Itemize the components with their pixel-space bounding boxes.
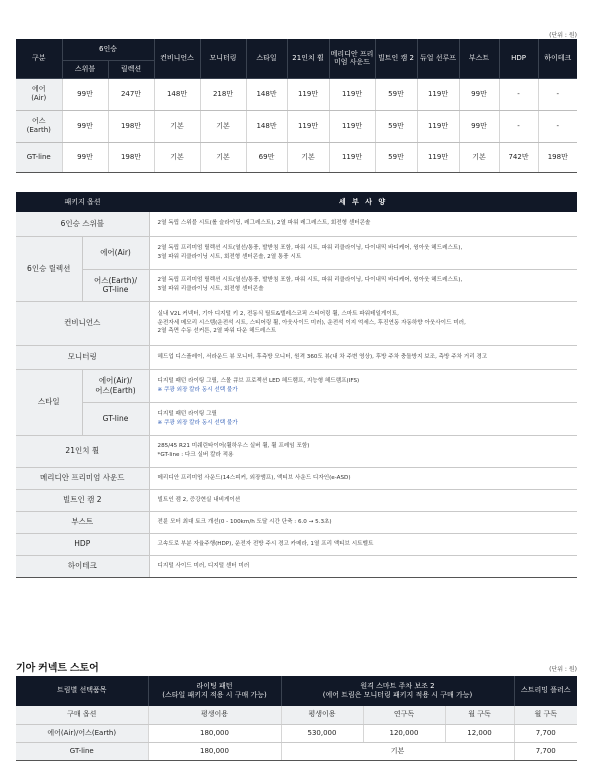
price-cell: - (538, 110, 577, 142)
trim-sublabel: 어스(Earth)/ GT-line (82, 269, 149, 301)
option-price-table (16, 39, 577, 173)
package-desc: 2열 독립 프리미엄 릴렉션 시트(열선/통풍, 발받침 포함, 파워 시트, 파워 리클라이닝, 다이내믹 바디케어, 윙아웃 헤드레스트), 3열 파워 리클라이닝 시트, 회전형 센터콘솔 (149, 269, 577, 301)
header-package: 패키지 옵션 (16, 192, 149, 212)
package-label: 컨비니언스 (16, 301, 149, 345)
price-cell: 742만 (499, 142, 538, 172)
trim-label: 에어 (Air) (16, 78, 62, 110)
header-style: 스타일 (246, 39, 287, 78)
package-label: 스타일 (16, 369, 82, 435)
header-swivel: 스위블 (62, 60, 108, 78)
price-cell: 180,000 (148, 742, 281, 760)
trim-label: GT-line (16, 142, 62, 172)
price-cell: 198만 (538, 142, 577, 172)
header-category: 구분 (16, 39, 62, 78)
style-desc-text: 디지털 패턴 라이팅 그릴, 스몰 큐브 프로젝션 LED 헤드램프, 지능형 헤드램프(IFS) (157, 377, 360, 384)
style-note: ※ 쿠광 외장 칼라 동시 선택 불가 (157, 386, 238, 393)
subheader-row (16, 706, 577, 724)
price-cell: 기본 (154, 110, 200, 142)
header-dual-sunroof: 듀얼 선루프 (417, 39, 459, 78)
price-cell: 기본 (154, 142, 200, 172)
price-cell: 148만 (246, 78, 287, 110)
price-cell: 198만 (108, 110, 154, 142)
price-cell: 148만 (246, 110, 287, 142)
price-cell: 기본 (200, 110, 246, 142)
header-6seat: 6인승 (62, 39, 154, 60)
package-desc: 빌트인 캠 2, 증강현실 내비게이션 (149, 489, 577, 511)
package-label: 모니터링 (16, 345, 149, 369)
trim-label: GT-line (16, 742, 148, 760)
package-label: 6인승 스위블 (16, 212, 149, 236)
trim-sublabel: 에어(Air)/ 어스(Earth) (82, 369, 149, 402)
price-cell: 119만 (329, 110, 375, 142)
header-detail: 세 부 사 양 (149, 192, 577, 212)
style-note: ※ 쿠광 외장 칼라 동시 선택 불가 (157, 419, 238, 426)
unit-note: (단위 : 원) (549, 32, 577, 39)
table-row (16, 212, 577, 236)
price-cell: 99만 (62, 142, 108, 172)
header-streaming: 스트리밍 플러스 (514, 676, 577, 706)
header-recliner: 릴렉션 (108, 60, 154, 78)
table-row (16, 742, 577, 760)
package-desc: 고속도로 부분 자율주행(HDP), 운전자 전방 주시 경고 카메라, 1열 프리 액티브 시트벨트 (149, 533, 577, 555)
unit-note: (단위 : 원) (549, 666, 577, 673)
price-cell: 기본 (287, 142, 329, 172)
price-cell: 99만 (459, 110, 499, 142)
subheader-cell: 월 구독 (514, 706, 577, 724)
header-item: 트림별 선택품목 (16, 676, 148, 706)
package-detail-table (16, 192, 577, 578)
trim-label: 에어(Air)/어스(Earth) (16, 724, 148, 742)
price-cell: 59만 (375, 110, 417, 142)
table-row (16, 236, 577, 269)
table-row (16, 724, 577, 742)
price-cell: 기본 (281, 742, 514, 760)
table-row (16, 511, 577, 533)
package-label: 부스트 (16, 511, 149, 533)
price-cell: - (538, 78, 577, 110)
subheader-cell: 평생이용 (281, 706, 363, 724)
package-desc (149, 402, 577, 435)
table-row (16, 489, 577, 511)
package-desc: 2열 독립 프리미엄 릴렉션 시트(열선/통풍, 발받침 포함, 파워 시트, 파워 리클라이닝, 다이내믹 바디케어, 윙아웃 헤드레스트), 3열 파워 리클라이닝 시트, 회전형 센터콘솔, 2열 통풍 시트 (149, 236, 577, 269)
price-cell: 99만 (62, 110, 108, 142)
trim-sublabel: GT-line (82, 402, 149, 435)
price-cell: 218만 (200, 78, 246, 110)
table-row (16, 369, 577, 402)
price-cell: 530,000 (281, 724, 363, 742)
package-desc (149, 369, 577, 402)
section-title: 기아 커넥트 스토어 (16, 663, 99, 674)
price-cell: 99만 (62, 78, 108, 110)
price-cell: 7,700 (514, 742, 577, 760)
subheader-cell: 구매 옵션 (16, 706, 148, 724)
price-cell: 119만 (287, 110, 329, 142)
header-buildin-cam: 빌트인 캠 2 (375, 39, 417, 78)
price-cell: 119만 (329, 78, 375, 110)
trim-label: 어스 (Earth) (16, 110, 62, 142)
package-desc: 전륜 모터 최대 토크 개선(0 - 100km/h 도달 시간 단축 : 6.0 → 5.3초) (149, 511, 577, 533)
package-label: 6인승 릴렉션 (16, 236, 82, 301)
price-cell: 180,000 (148, 724, 281, 742)
header-convenience: 컨비니언스 (154, 39, 200, 78)
package-label: 21인치 휠 (16, 435, 149, 467)
price-cell: - (499, 110, 538, 142)
header-lighting: 라이팅 패턴 (스타일 패키지 적용 시 구매 가능) (148, 676, 281, 706)
header-hdp: HDP (499, 39, 538, 78)
package-desc: 디지털 사이드 미러, 디지털 센터 미러 (149, 555, 577, 577)
price-cell: 12,000 (445, 724, 514, 742)
table-row (16, 301, 577, 345)
header-wheel21: 21인치 휠 (287, 39, 329, 78)
table-row (16, 142, 577, 172)
table-row (16, 110, 577, 142)
package-desc: 285/45 R21 미쉐린타이어(휠하우스 실버 휠, 휠 프레임 포함) *GT-line : 다크 실버 칼라 적용 (149, 435, 577, 467)
price-cell: 198만 (108, 142, 154, 172)
table-row (16, 345, 577, 369)
price-cell: 119만 (417, 110, 459, 142)
price-cell: 7,700 (514, 724, 577, 742)
package-label: 메리디안 프리미엄 사운드 (16, 467, 149, 489)
price-cell: 148만 (154, 78, 200, 110)
subheader-cell: 평생이용 (148, 706, 281, 724)
price-cell: 119만 (417, 142, 459, 172)
package-desc: 메리디안 프리미엄 사운드(14스피커, 외장앰프), 액티브 사운드 디자인(e-ASD) (149, 467, 577, 489)
connect-store-table (16, 676, 577, 761)
price-cell: 기본 (459, 142, 499, 172)
subheader-cell: 월 구독 (445, 706, 514, 724)
price-cell: 119만 (329, 142, 375, 172)
price-cell: 119만 (287, 78, 329, 110)
package-label: 하이테크 (16, 555, 149, 577)
header-monitoring: 모니터링 (200, 39, 246, 78)
price-cell: - (499, 78, 538, 110)
table-row (16, 78, 577, 110)
price-cell: 59만 (375, 142, 417, 172)
table-row (16, 402, 577, 435)
subheader-cell: 연구독 (363, 706, 445, 724)
price-cell: 120,000 (363, 724, 445, 742)
package-desc: 헤드업 디스플레이, 서라운드 뷰 모니터, 후측방 모니터, 원격 360도 뷰(내 차 주변 영상), 후방 주차 충돌방지 보조, 측방 주차 거리 경고 (149, 345, 577, 369)
package-desc: 실내 V2L 커넥터, 기아 디지털 키 2, 전동식 틸트&텔레스코픽 스티어링 휠, 스마트 파워테일게이트, 운전자세 메모리 시스템(운전석 시트, 스티어링 휠, 아웃사이드 미러), 운전석 이지 억세스, 후진연동 자동하향 아웃사이드 미러, 2열 측면 수동 선커튼, 2열 파워 다운 헤드레스트 (149, 301, 577, 345)
price-cell: 99만 (459, 78, 499, 110)
table-row (16, 555, 577, 577)
header-remote-parking: 원격 스마트 주차 보조 2 (에어 트림은 모니터링 패키지 적용 시 구매 가능) (281, 676, 514, 706)
package-label: HDP (16, 533, 149, 555)
price-cell: 247만 (108, 78, 154, 110)
price-cell: 59만 (375, 78, 417, 110)
package-label: 빌트인 캠 2 (16, 489, 149, 511)
price-cell: 119만 (417, 78, 459, 110)
package-desc: 2열 독립 스위블 시트(롤 슬라이딩, 레그레스트), 2열 파워 레그레스트, 회전형 센터콘솔 (149, 212, 577, 236)
header-boost: 부스트 (459, 39, 499, 78)
style-desc-text: 디지털 패턴 라이팅 그릴 (157, 410, 217, 417)
table-row (16, 533, 577, 555)
price-cell: 69만 (246, 142, 287, 172)
table-row (16, 269, 577, 301)
header-meridian: 메리디안 프리미엄 사운드 (329, 39, 375, 78)
table-row (16, 467, 577, 489)
header-hitech: 하이테크 (538, 39, 577, 78)
table-row (16, 435, 577, 467)
price-cell: 기본 (200, 142, 246, 172)
trim-sublabel: 에어(Air) (82, 236, 149, 269)
